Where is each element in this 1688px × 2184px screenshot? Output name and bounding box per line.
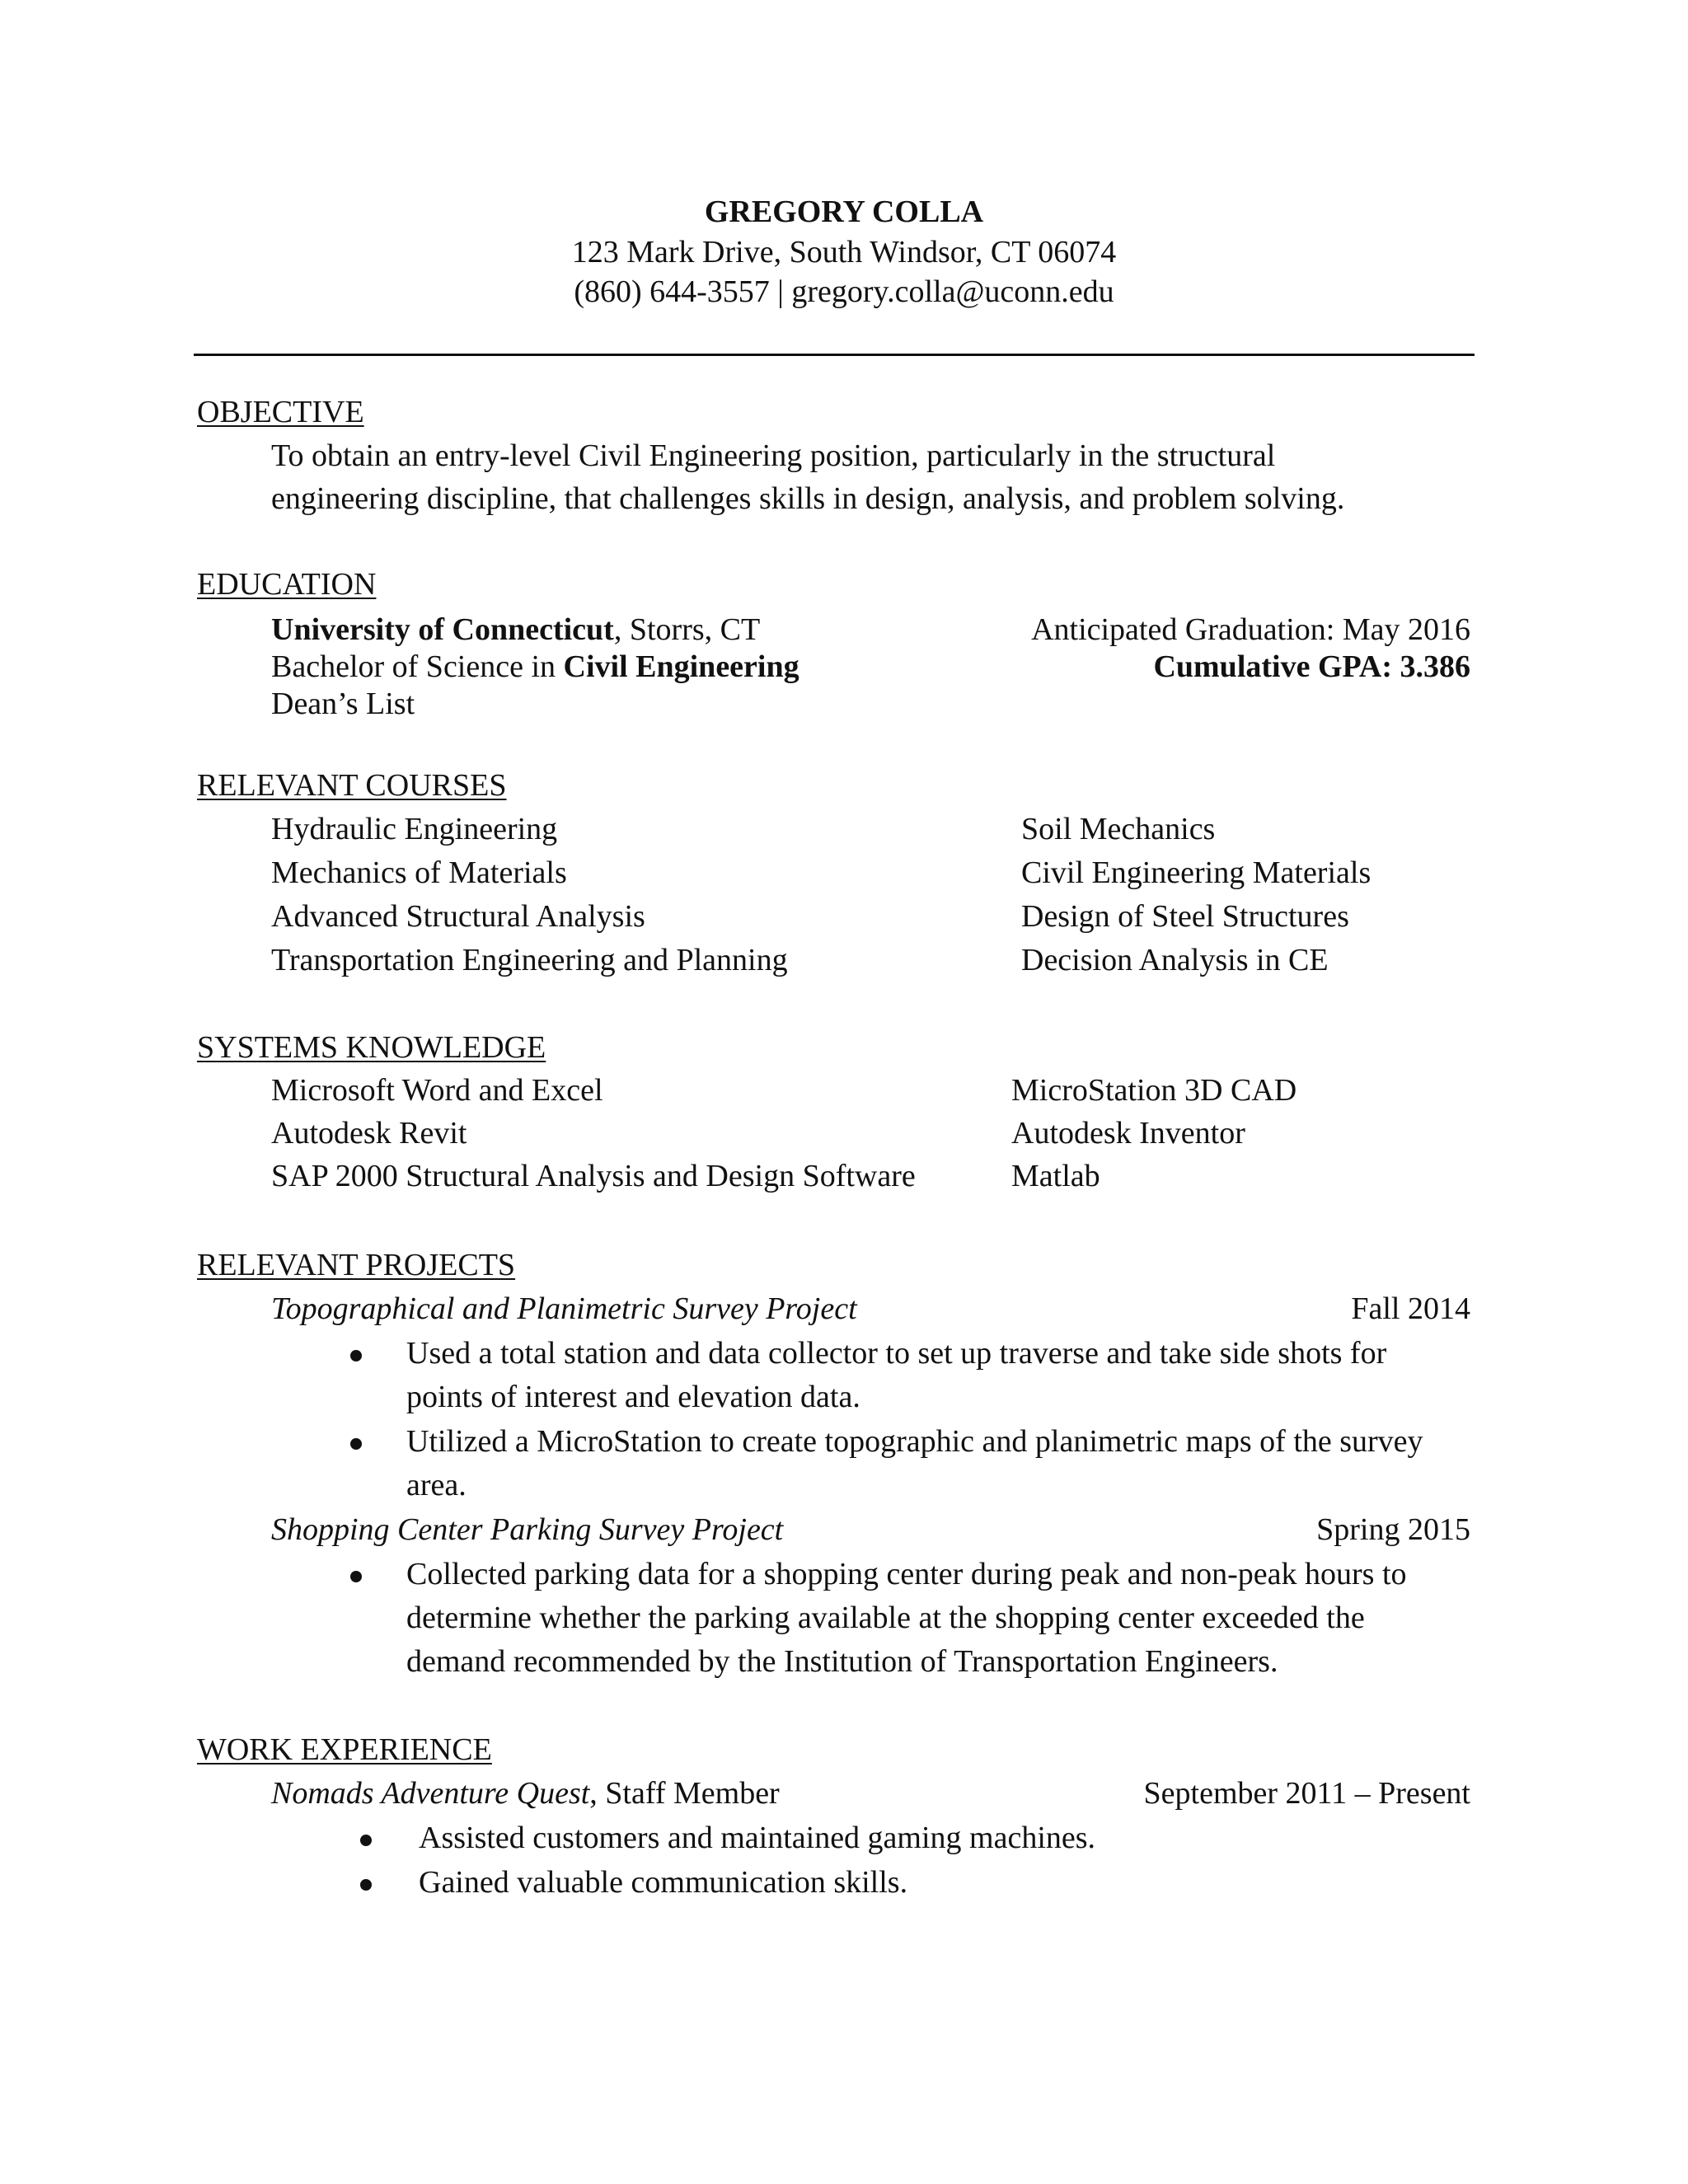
degree-major: Civil Engineering xyxy=(563,649,799,684)
project-bullet-line: demand recommended by the Institution of Transportation Engineers. xyxy=(406,1644,1278,1679)
candidate-name: GREGORY COLLA xyxy=(704,194,984,229)
project-bullet-line: area. xyxy=(406,1468,467,1502)
project-date: Spring 2015 xyxy=(1316,1512,1470,1547)
project-title: Shopping Center Parking Survey Project xyxy=(271,1512,784,1547)
bullet-icon xyxy=(350,1571,362,1582)
project-date: Fall 2014 xyxy=(1351,1291,1470,1326)
system-item: MicroStation 3D CAD xyxy=(1011,1073,1297,1108)
system-item: Autodesk Inventor xyxy=(1011,1116,1245,1151)
project-bullet-line: Collected parking data for a shopping center during peak and non-peak hours to xyxy=(406,1557,1407,1591)
project-bullet-line: Used a total station and data collector to set up traverse and take side shots for xyxy=(406,1336,1387,1371)
work-role: , Staff Member xyxy=(589,1776,780,1811)
project-bullet-line: Utilized a MicroStation to create topographic and planimetric maps of the survey xyxy=(406,1424,1423,1459)
bullet-icon xyxy=(360,1835,372,1846)
work-bullet-line: Assisted customers and maintained gaming machines. xyxy=(419,1821,1096,1855)
course-item: Decision Analysis in CE xyxy=(1021,943,1329,977)
bullet-icon xyxy=(350,1438,362,1450)
school-location: , Storrs, CT xyxy=(613,612,761,647)
deans-list: Dean’s List xyxy=(271,687,415,721)
work-bullet-line: Gained valuable communication skills. xyxy=(419,1865,908,1900)
system-item: Microsoft Word and Excel xyxy=(271,1073,603,1108)
project-title: Topographical and Planimetric Survey Project xyxy=(271,1291,857,1326)
system-item: Autodesk Revit xyxy=(271,1116,467,1151)
systems-heading: SYSTEMS KNOWLEDGE xyxy=(197,1030,546,1065)
course-item: Hydraulic Engineering xyxy=(271,812,558,846)
system-item: SAP 2000 Structural Analysis and Design Software xyxy=(271,1159,916,1193)
degree-prefix: Bachelor of Science in xyxy=(271,649,564,684)
bullet-icon xyxy=(360,1879,372,1891)
header-divider xyxy=(194,354,1475,356)
objective-heading: OBJECTIVE xyxy=(197,395,364,429)
work-employer-line xyxy=(271,1772,780,1815)
course-item: Advanced Structural Analysis xyxy=(271,899,645,934)
school-name: University of Connecticut xyxy=(271,612,614,647)
work-heading: WORK EXPERIENCE xyxy=(197,1732,492,1767)
education-heading: EDUCATION xyxy=(197,567,377,602)
cumulative-gpa: Cumulative GPA: 3.386 xyxy=(1153,649,1470,684)
candidate-contact: (860) 644-3557 | gregory.colla@uconn.edu xyxy=(574,274,1114,309)
project-bullet-line: determine whether the parking available at the shopping center exceeded the xyxy=(406,1601,1365,1635)
course-item: Design of Steel Structures xyxy=(1021,899,1349,934)
projects-heading: RELEVANT PROJECTS xyxy=(197,1248,516,1282)
employer-name: Nomads Adventure Quest xyxy=(271,1776,590,1811)
project-bullet-line: points of interest and elevation data. xyxy=(406,1380,860,1414)
work-date: September 2011 – Present xyxy=(1143,1776,1470,1811)
resume-header xyxy=(0,191,1688,312)
course-item: Civil Engineering Materials xyxy=(1021,855,1372,890)
bullet-icon xyxy=(350,1350,362,1361)
course-item: Transportation Engineering and Planning xyxy=(271,943,788,977)
objective-line-2: engineering discipline, that challenges skills in design, analysis, and problem solving. xyxy=(271,481,1345,516)
course-item: Soil Mechanics xyxy=(1021,812,1216,846)
objective-line-1: To obtain an entry-level Civil Engineering position, particularly in the structural xyxy=(271,438,1276,473)
course-item: Mechanics of Materials xyxy=(271,855,567,890)
candidate-address: 123 Mark Drive, South Windsor, CT 06074 xyxy=(571,235,1117,269)
courses-heading: RELEVANT COURSES xyxy=(197,768,507,803)
system-item: Matlab xyxy=(1011,1159,1100,1193)
graduation-date: Anticipated Graduation: May 2016 xyxy=(1031,612,1470,647)
